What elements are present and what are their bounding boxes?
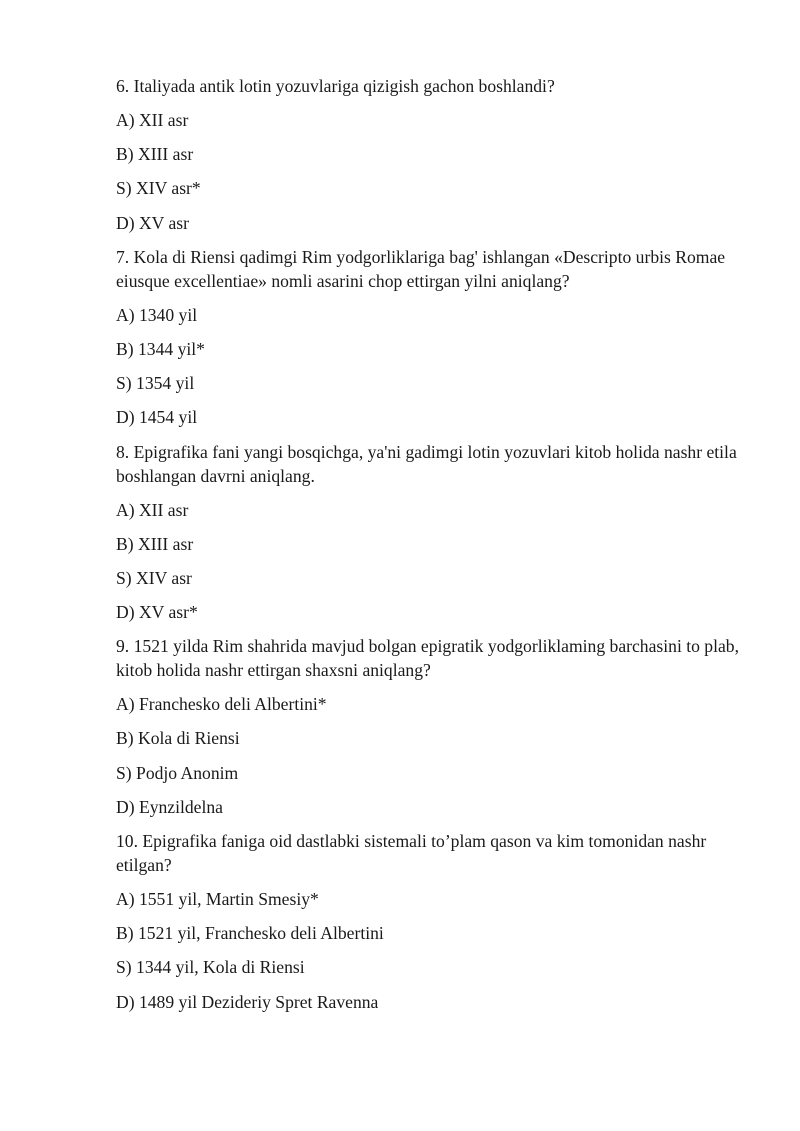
question-10: [116, 829, 756, 1014]
answer-option-d: D) 1454 yil: [116, 407, 198, 428]
answer-option-a: A) 1551 yil, Martin Smesiy*: [116, 889, 319, 909]
document-page: [116, 74, 756, 1024]
question-text: 10. Epigrafika faniga oid dastlabki sistemali to’plam qason va kim tomonidan nashr etilgan?: [116, 831, 707, 875]
answer-option-b: B) Kola di Riensi: [116, 728, 240, 749]
question-text: 9. 1521 yilda Rim shahrida mavjud bolgan epigratik yodgorliklaming barchasini to plab, kitob holida nashr ettirgan shaxsni aniqlang?: [116, 636, 739, 681]
answer-option-s: S) XIV asr*: [116, 178, 201, 199]
question-text: 6. Italiyada antik lotin yozuvlariga qizigish gachon boshlandi?: [116, 76, 555, 96]
answer-option-s: S) Podjo Anonim: [116, 762, 239, 783]
question-6: [116, 74, 756, 235]
question-9: [116, 634, 756, 819]
question-text: 8. Epigrafika fani yangi bosqichga, ya'ni gadimgi lotin yozuvlari kitob holida nashr etila boshlangan davrni aniqlang.: [116, 441, 737, 486]
answer-option-s: S) 1344 yil, Kola di Riensi: [116, 957, 305, 978]
answer-option-b: B) 1521 yil, Franchesko deli Albertini: [116, 923, 384, 944]
answer-option-d: D) XV asr: [116, 212, 189, 233]
question-text: 7. Kola di Riensi qadimgi Rim yodgorliklariga bag' ishlangan «Descripto urbis Romae eiusque excellentiae» nomli asarini chop ettirgan yilni aniqlang?: [116, 246, 726, 291]
answer-option-a: A) Franchesko deli Albertini*: [116, 694, 327, 715]
answer-option-b: B) 1344 yil*: [116, 338, 205, 359]
answer-option-d: D) 1489 yil Dezideriy Spret Ravenna: [116, 991, 379, 1012]
answer-option-s: S) 1354 yil: [116, 373, 195, 394]
answer-option-b: B) XIII asr: [116, 533, 194, 554]
question-7: [116, 245, 756, 430]
answer-option-b: B) XIII asr: [116, 144, 194, 165]
answer-option-a: A) XII asr: [116, 499, 189, 520]
answer-option-d: D) Eynzildelna: [116, 796, 223, 817]
answer-option-s: S) XIV asr: [116, 567, 192, 588]
answer-option-a: A) XII asr: [116, 110, 189, 130]
question-8: [116, 440, 756, 625]
answer-option-d: D) XV asr*: [116, 602, 198, 623]
answer-option-a: A) 1340 yil: [116, 304, 198, 325]
